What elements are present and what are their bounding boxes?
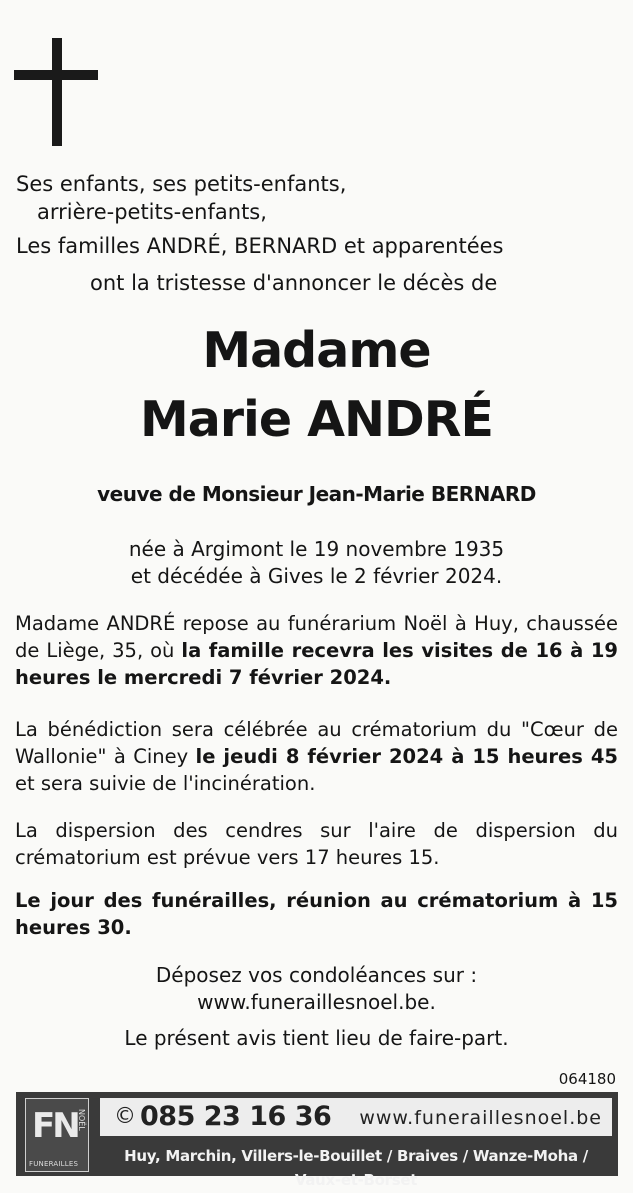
family-line-3: Les familles ANDRÉ, BERNARD et apparentées xyxy=(16,234,504,258)
deceased-title: Madame xyxy=(202,322,431,379)
phone-number[interactable]: 085 23 16 36 xyxy=(140,1101,332,1132)
condolences-line: Déposez vos condoléances sur : xyxy=(155,963,478,987)
widow-line: veuve de Monsieur Jean-Marie BERNARD xyxy=(97,482,536,506)
announcement-line: ont la tristesse d'annoncer le décès de xyxy=(90,271,498,295)
funeral-home-logo: FN NOËL FUNERAILLES xyxy=(25,1098,89,1172)
deceased-name: Marie ANDRÉ xyxy=(140,391,493,448)
notice-line: Le présent avis tient lieu de faire-part. xyxy=(124,1026,509,1050)
death-line: et décédée à Gives le 2 février 2024. xyxy=(130,564,503,588)
dispersion-paragraph: La dispersion des cendres sur l'aire de dispersion du crématorium est prévue vers 17 heures 15. xyxy=(15,819,618,869)
reference-number: 064180 xyxy=(558,1070,616,1088)
footer-website[interactable]: www.funeraillesnoel.be xyxy=(359,1107,602,1129)
cross-icon xyxy=(14,38,98,146)
phone-icon: © xyxy=(114,1104,136,1129)
family-line-2: arrière-petits-enfants, xyxy=(37,200,267,224)
visitation-paragraph: Madame ANDRÉ repose au funérarium Noël à Huy, chaussée de Liège, 35, où la famille recevra les visites de 16 à 19 heures le mercredi 7 février 2024. xyxy=(15,612,618,689)
contact-bar xyxy=(100,1098,612,1136)
funeral-home-banner xyxy=(16,1092,618,1189)
ceremony-paragraph: La bénédiction sera célébrée au crématorium du "Cœur de Wallonie" à Ciney le jeudi 8 février 2024 à 15 heures 45 et sera suivie de l'incinération. xyxy=(15,718,618,795)
family-line-1: Ses enfants, ses petits-enfants, xyxy=(16,172,347,196)
locations-list: Huy, Marchin, Villers-le-Bouillet / Braives / Wanze-Moha / Vaux-et-Borset xyxy=(124,1147,588,1189)
meeting-paragraph: Le jour des funérailles, réunion au crématorium à 15 heures 30. xyxy=(15,889,618,939)
condolences-website[interactable]: www.funeraillesnoel.be. xyxy=(197,990,436,1014)
birth-line: née à Argimont le 19 novembre 1935 xyxy=(128,537,505,561)
